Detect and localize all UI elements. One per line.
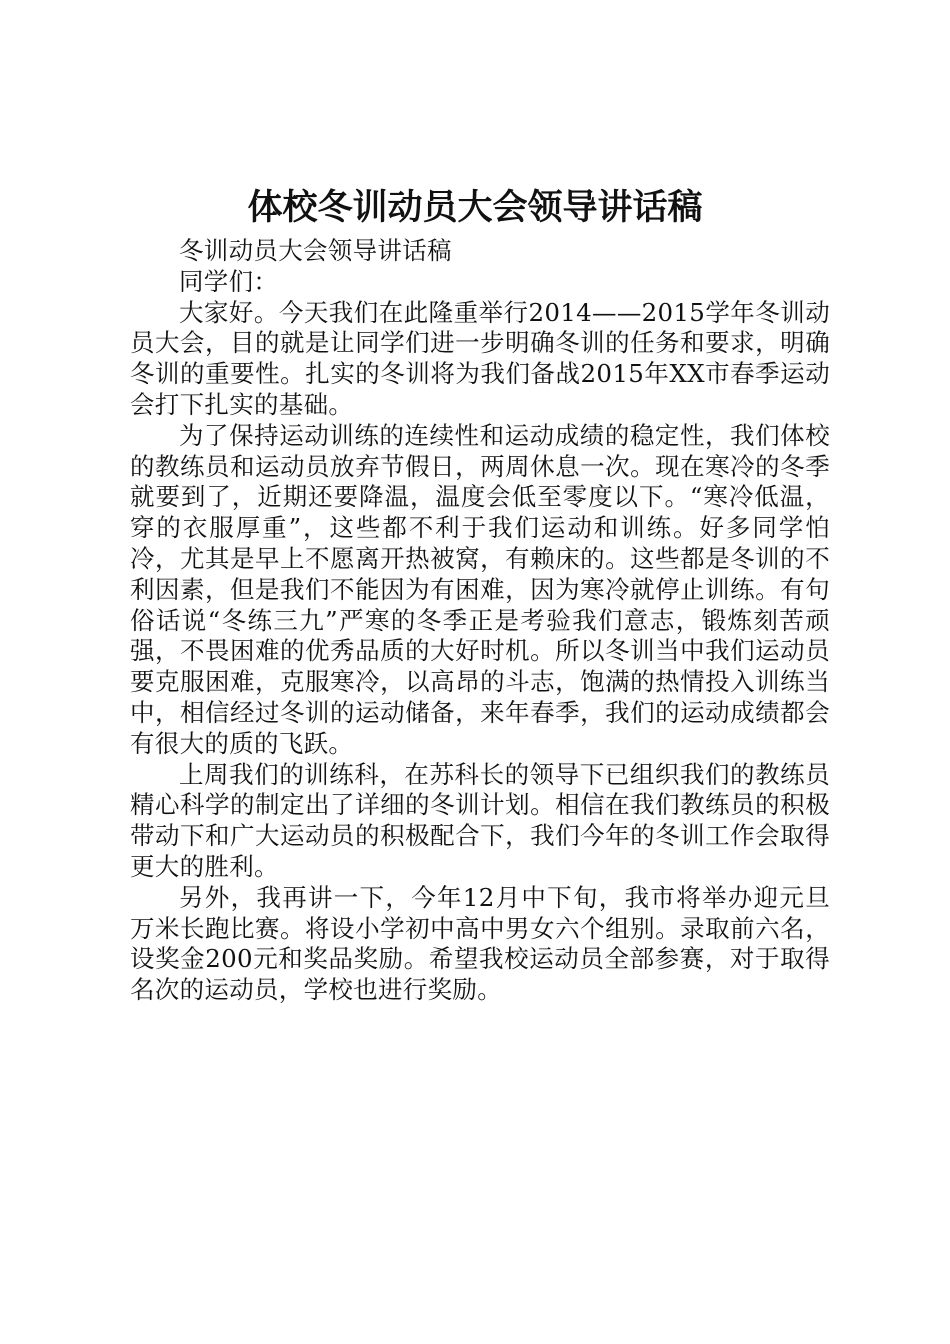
document-body	[130, 236, 830, 1006]
subtitle-paragraph: 冬训动员大会领导讲话稿	[179, 236, 452, 265]
body-paragraph: 为了保持运动训练的连续性和运动成绩的稳定性，我们体校的教练员和运动员放弃节假日，两周休息一次。现在寒冷的冬季就要到了，近期还要降温，温度会低至零度以下。“寒冷低温，穿的衣服厚重”，这些都不利于我们运动和训练。好多同学怕冷，尤其是早上不愿离开热被窝，有赖床的。这些都是冬训的不利因素，但是我们不能因为有困难，因为寒冷就停止训练。有句俗话说“冬练三九”严寒的冬季正是考验我们意志，锻炼刻苦顽强，不畏困难的优秀品质的大好时机。所以冬训当中我们运动员要克服困难，克服寒冷，以高昂的斗志，饱满的热情投入训练当中，相信经过冬训的运动储备，来年春季，我们的运动成绩都会有很大的质的飞跃。	[130, 420, 830, 758]
body-paragraph: 大家好。今天我们在此隆重举行2014——2015学年冬训动员大会，目的就是让同学们进一步明确冬训的任务和要求，明确冬训的重要性。扎实的冬训将为我们备战2015年XX市春季运动会打下扎实的基础。	[130, 297, 830, 419]
body-paragraph: 上周我们的训练科，在苏科长的领导下已组织我们的教练员精心科学的制定出了详细的冬训计划。相信在我们教练员的积极带动下和广大运动员的积极配合下，我们今年的冬训工作会取得更大的胜利。	[130, 759, 830, 881]
salutation-paragraph: 同学们：	[179, 266, 279, 296]
body-paragraph: 另外，我再讲一下，今年12月中下旬，我市将举办迎元旦万米长跑比赛。将设小学初中高中男女六个组别。录取前六名，设奖金200元和奖品奖励。希望我校运动员全部参赛，对于取得名次的运动员，学校也进行奖励。	[130, 882, 830, 1005]
document-title: 体校冬训动员大会领导讲话稿	[247, 187, 703, 228]
